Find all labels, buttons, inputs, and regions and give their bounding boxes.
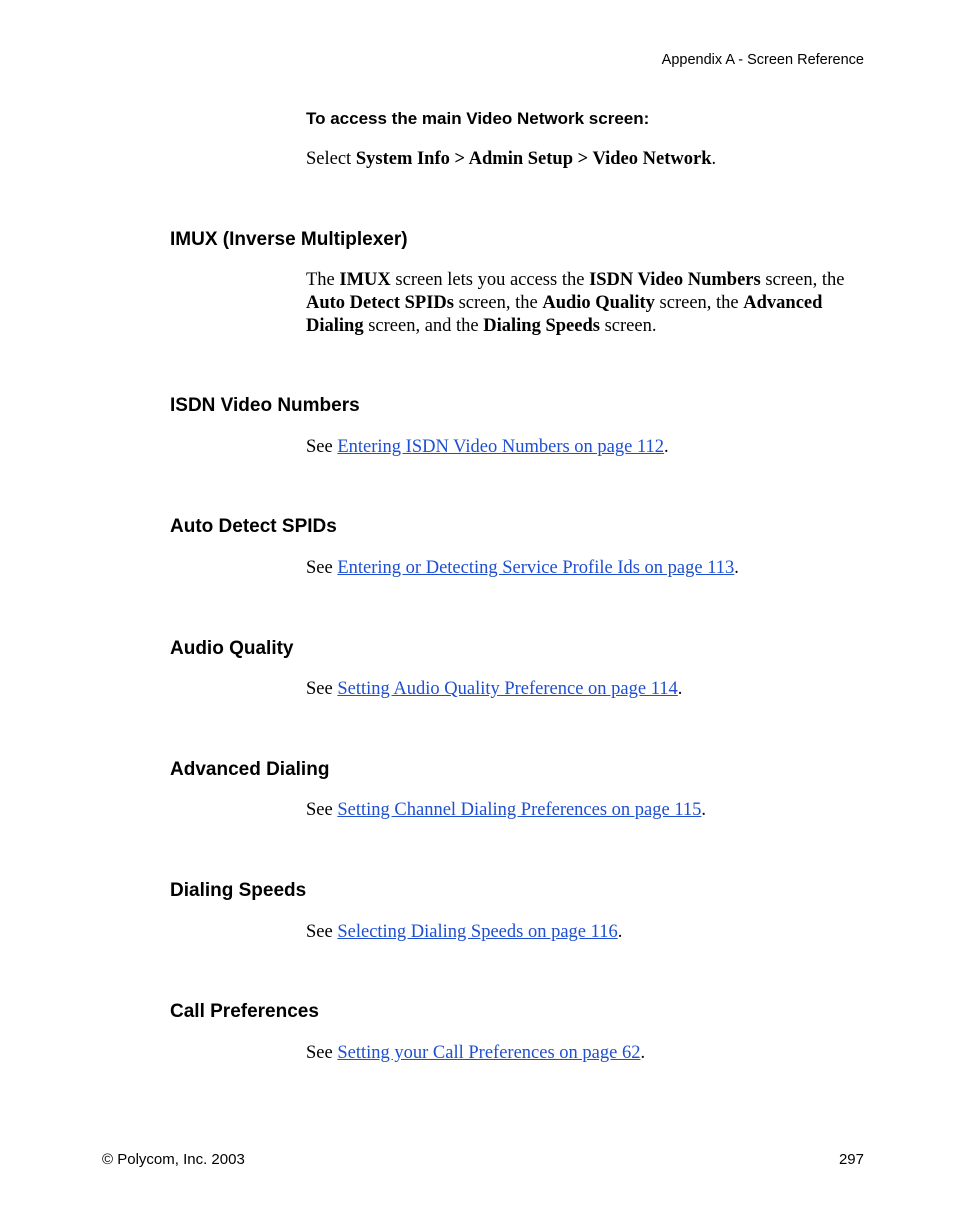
see-text: See [306,679,338,699]
text-run: The [306,270,340,290]
procedure-heading: To access the main Video Network screen: [306,109,650,128]
cross-reference-link[interactable]: Selecting Dialing Speeds on page 116 [337,922,618,942]
select-prefix: Select [306,149,356,169]
imux-description [306,269,876,338]
see-text: See [306,800,338,820]
cross-reference-link[interactable]: Entering or Detecting Service Profile Ids on page 113 [337,558,735,578]
procedure-step [306,148,876,171]
period: . [617,922,623,942]
see-text: See [306,922,338,942]
running-header: Appendix A - Screen Reference [661,52,864,68]
bold-term: ISDN Video Numbers [589,270,761,290]
section-reference [306,436,876,459]
section-heading: Call Preferences [170,1001,319,1022]
section-reference [306,799,876,822]
bold-term: Audio Quality [542,293,655,313]
menu-path: System Info > Admin Setup > Video Network [355,149,712,169]
section-heading: ISDN Video Numbers [170,395,360,416]
text-run: screen, the [453,293,543,313]
period: . [664,437,669,457]
section-reference [306,678,876,701]
cross-reference-link[interactable]: Entering ISDN Video Numbers on page 112 [337,437,665,457]
text-run: screen lets you access the [390,270,590,290]
page-number: 297 [838,1151,864,1168]
cross-reference-link[interactable]: Setting Channel Dialing Preferences on page 115 [337,800,702,820]
section-heading: Advanced Dialing [170,759,330,780]
see-text: See [306,1043,338,1063]
bold-term: Advanced Dialing [306,293,823,336]
section-heading: Auto Detect SPIDs [170,516,337,537]
period: . [734,558,739,578]
section-reference [306,921,876,944]
section-heading-imux: IMUX (Inverse Multiplexer) [170,229,408,250]
bold-term: Auto Detect SPIDs [306,293,454,313]
cross-reference-link[interactable]: Setting your Call Preferences on page 62 [337,1043,641,1063]
text-run: screen, the [760,270,845,290]
text-run: screen, and the [363,316,484,336]
period: . [701,800,707,820]
text-run: screen. [599,316,657,336]
see-text: See [306,558,338,578]
select-suffix: . [711,149,717,169]
see-text: See [306,437,338,457]
bold-term: IMUX [339,270,391,290]
bold-term: Dialing Speeds [483,316,600,336]
period: . [640,1043,646,1063]
cross-reference-link[interactable]: Setting Audio Quality Preference on page 114 [337,679,678,699]
section-reference [306,557,876,580]
section-heading: Dialing Speeds [170,880,307,901]
section-heading: Audio Quality [170,638,294,659]
period: . [677,679,683,699]
text-run: screen, the [654,293,744,313]
footer-copyright: © Polycom, Inc. 2003 [102,1151,245,1168]
section-reference [306,1042,876,1065]
